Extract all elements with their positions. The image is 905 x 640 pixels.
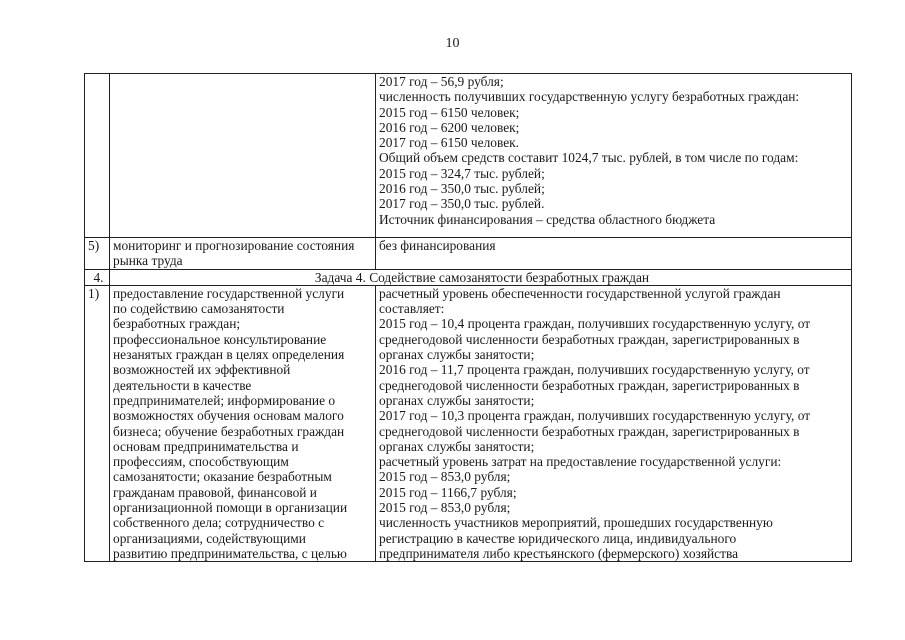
text-line: расчетный уровень обеспеченности государственной услугой граждан (379, 285, 781, 301)
text-line: 2016 год – 350,0 тыс. рублей; (379, 181, 545, 197)
text-line: по содействию самозанятости (113, 301, 285, 317)
text-line: профессиональное консультирование (113, 331, 327, 347)
text-line: основам предпринимательства и (113, 438, 299, 454)
activity-cell (110, 74, 376, 238)
text-line: среднегодовой численности безработных граждан, зарегистрированных в (379, 377, 800, 393)
details-lines (379, 74, 851, 227)
text-line: органах службы занятости; (379, 392, 535, 408)
text-line: возможностях обучения основам малого (113, 408, 344, 424)
task-title: Задача 4. Содействие самозанятости безработных граждан (110, 269, 852, 285)
activity-cell (110, 285, 376, 561)
text-line: численность получивших государственную услугу безработных граждан: (379, 89, 800, 105)
activity-lines (113, 286, 375, 561)
text-line: 2016 год – 11,7 процента граждан, получивших государственную услугу, от (379, 362, 810, 378)
text-line: среднегодовой численности безработных граждан, зарегистрированных в (379, 331, 800, 347)
details-cell (376, 74, 852, 238)
table-row (85, 74, 852, 238)
table-row (85, 238, 852, 270)
text-line: Источник финансирования – средства областного бюджета (379, 211, 716, 227)
program-table (84, 73, 852, 562)
text-line: рынка труда (113, 253, 183, 269)
text-line: незанятых граждан в целях определения (113, 347, 345, 363)
text-line: 2017 год – 10,3 процента граждан, получивших государственную услугу, от (379, 408, 811, 424)
text-line: возможностей их эффективной (113, 362, 291, 378)
table-row (85, 285, 852, 561)
text-line: гражданам правовой, финансовой и (113, 484, 317, 500)
text-line: организационной помощи в организации (113, 500, 348, 516)
task-number-cell: 4. (85, 269, 110, 285)
text-line: регистрацию в качестве юридического лица, индивидуального (379, 530, 737, 546)
text-line: предпринимателей; информирование о (113, 392, 336, 408)
text-line: 2017 год – 350,0 тыс. рублей. (379, 196, 545, 212)
text-line: предпринимателя либо крестьянского (фермерского) хозяйства (379, 545, 739, 561)
details-cell (376, 285, 852, 561)
row-number-cell: 5) (85, 238, 110, 270)
activity-lines (113, 238, 375, 269)
row-number-cell: 1) (85, 285, 110, 561)
text-line: 2017 год – 6150 человек. (379, 135, 520, 151)
text-line: среднегодовой численности безработных граждан, зарегистрированных в (379, 423, 800, 439)
text-line: органах службы занятости; (379, 347, 535, 363)
text-line: 2016 год – 6200 человек; (379, 119, 520, 135)
text-line: 2015 год – 10,4 процента граждан, получивших государственную услугу, от (379, 316, 811, 332)
text-line: самозанятости; оказание безработным (113, 469, 332, 485)
text-line: 2017 год – 56,9 рубля; (379, 74, 504, 89)
row-number-cell (85, 74, 110, 238)
details-lines (379, 238, 851, 253)
text-line: предоставление государственной услуги (113, 285, 345, 301)
text-line: профессиям, способствующим (113, 454, 289, 470)
activity-cell (110, 238, 376, 270)
text-line: 2015 год – 6150 человек; (379, 104, 520, 120)
text-line: составляет: (379, 301, 445, 317)
task-row (85, 269, 852, 285)
text-line: 2015 год – 853,0 рубля; (379, 500, 511, 516)
text-line: деятельности в качестве (113, 377, 252, 393)
text-line: организациями, содействующими (113, 530, 306, 546)
text-line: 2015 год – 853,0 рубля; (379, 469, 511, 485)
text-line: Общий объем средств составит 1024,7 тыс. рублей, в том числе по годам: (379, 150, 799, 166)
text-line: 2015 год – 1166,7 рубля; (379, 484, 517, 500)
details-lines (379, 286, 851, 561)
text-line: безработных граждан; (113, 316, 241, 332)
page-number: 10 (445, 36, 460, 51)
text-line: мониторинг и прогнозирование состояния (113, 238, 355, 253)
text-line: органах службы занятости; (379, 438, 535, 454)
text-line: без финансирования (379, 238, 496, 253)
text-line: 2015 год – 324,7 тыс. рублей; (379, 165, 545, 181)
details-cell (376, 238, 852, 270)
text-line: бизнеса; обучение безработных граждан (113, 423, 345, 439)
text-line: численность участников мероприятий, прошедших государственную (379, 515, 773, 531)
text-line: собственного дела; сотрудничество с (113, 515, 325, 531)
text-line: развитию предпринимательства, с целью (113, 545, 347, 561)
text-line: расчетный уровень затрат на предоставление государственной услуги: (379, 454, 782, 470)
